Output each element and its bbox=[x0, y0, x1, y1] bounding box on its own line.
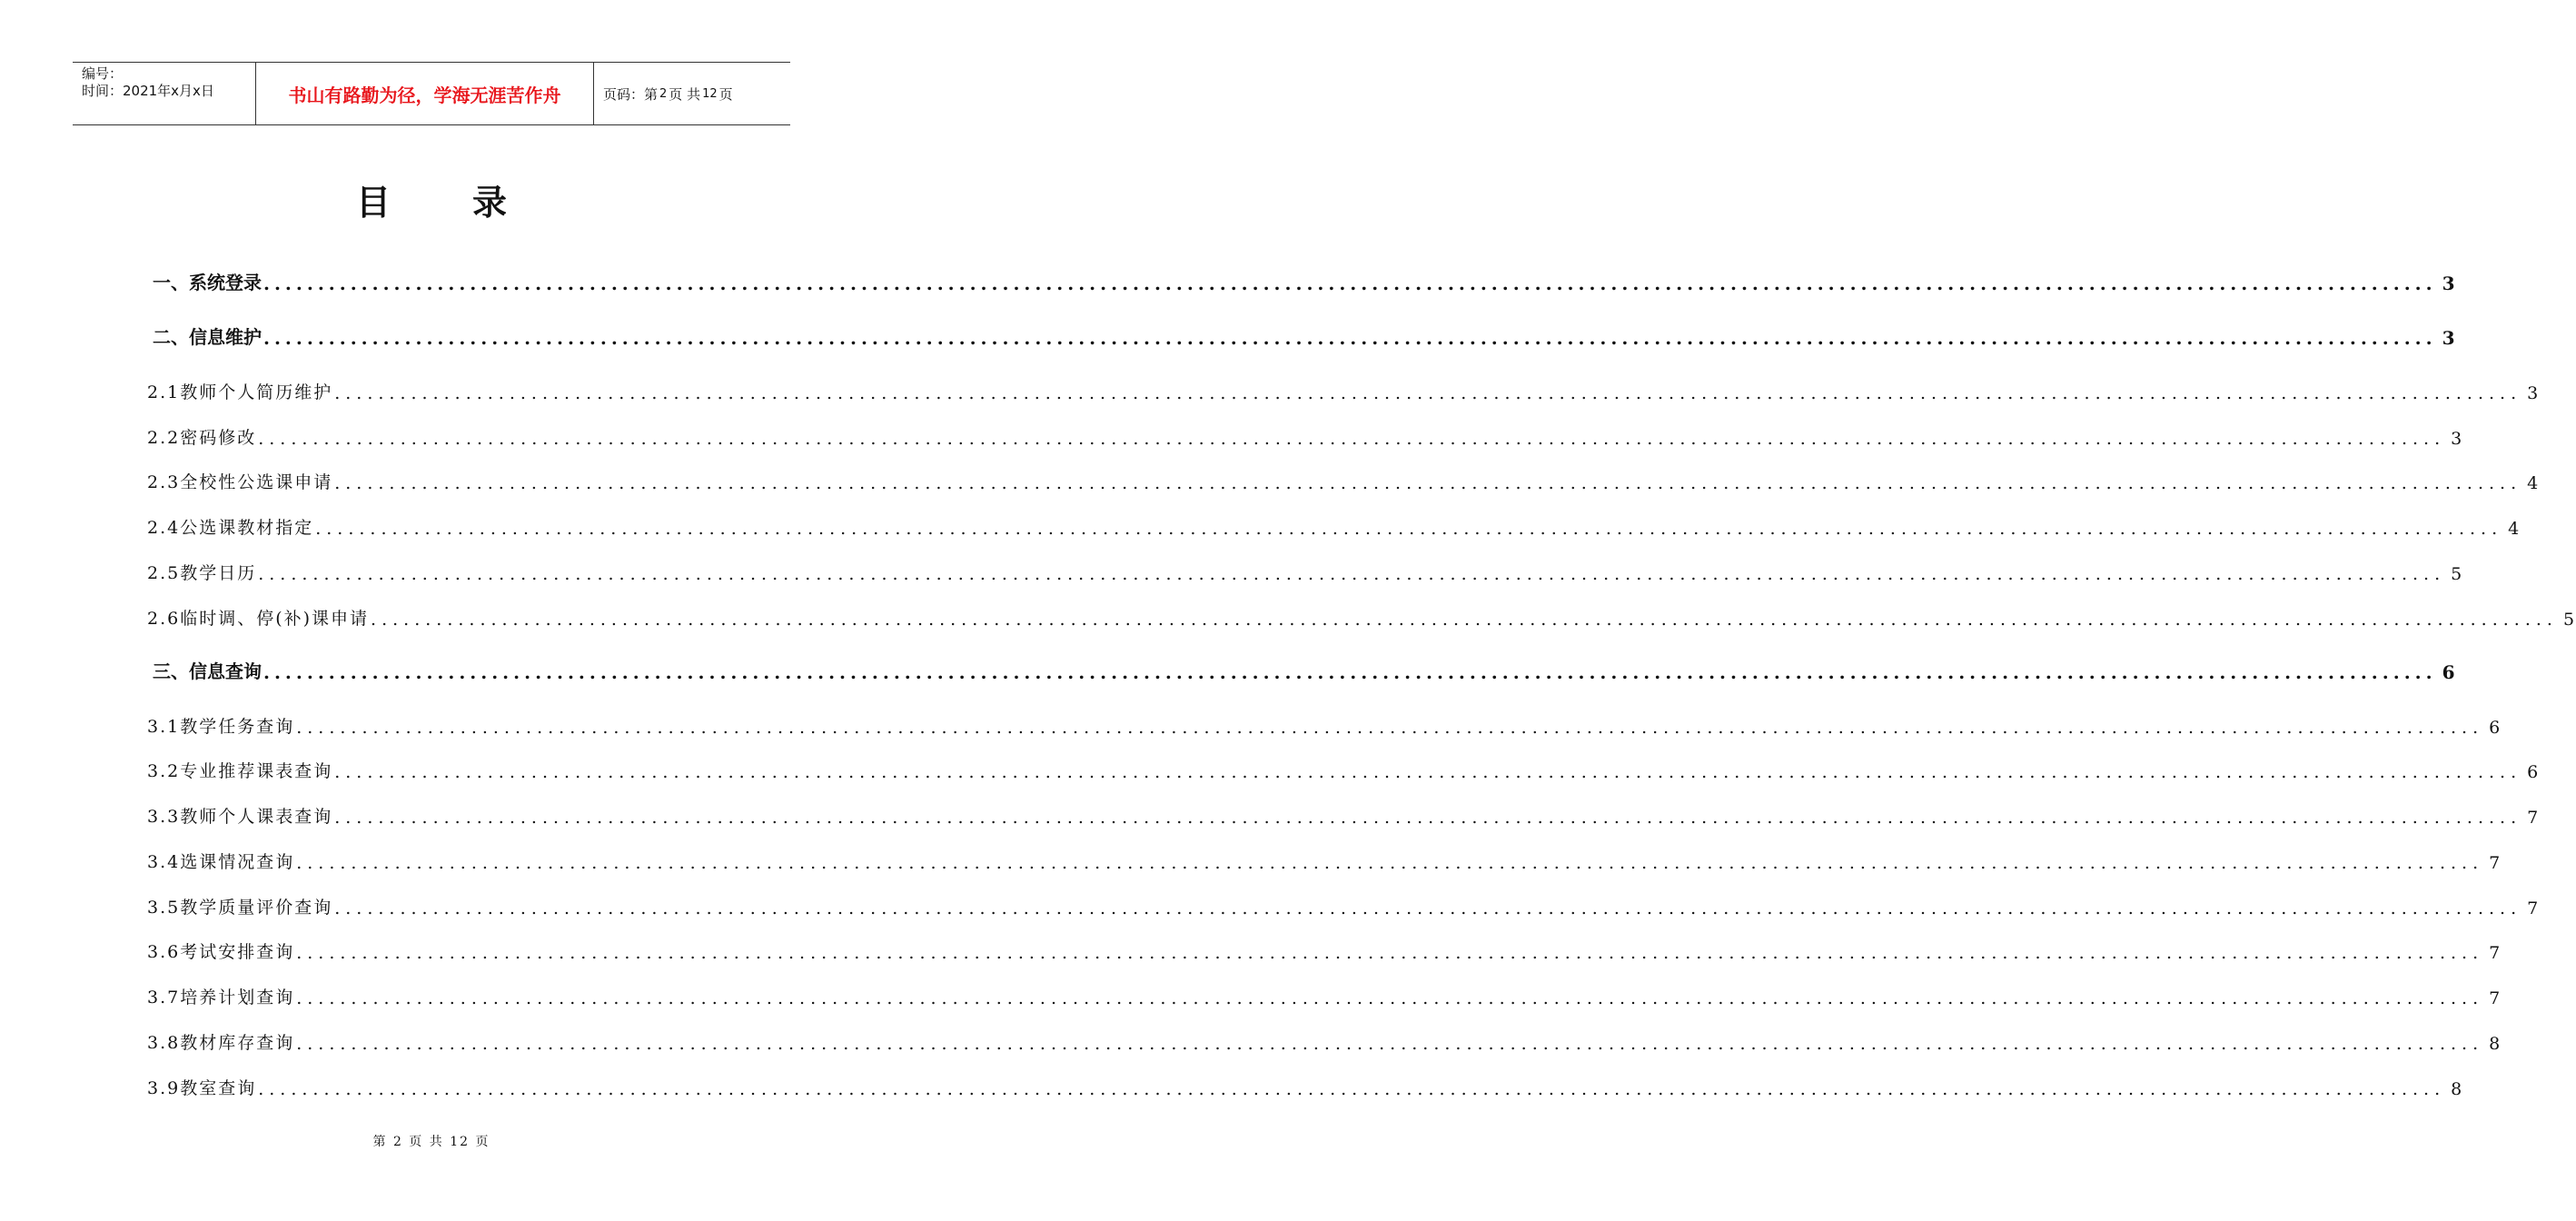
toc-item[interactable] bbox=[147, 510, 2522, 539]
toc-item-page: 6 bbox=[2527, 762, 2541, 782]
toc-item[interactable] bbox=[147, 464, 2541, 493]
toc-item-page: 7 bbox=[2527, 898, 2541, 918]
toc-item-page: 3 bbox=[2442, 273, 2455, 294]
toc-item[interactable] bbox=[147, 555, 2464, 584]
toc-leader-dots: ........................................................................................................................................................................................................ bbox=[334, 898, 2522, 918]
toc-item-page: 8 bbox=[2489, 1034, 2502, 1054]
toc-leader-dots: ........................................................................................................................................................................................................ bbox=[296, 718, 2484, 738]
header-page-info bbox=[594, 63, 790, 124]
toc-item[interactable] bbox=[147, 374, 2541, 403]
toc-leader-dots: ........................................................................................................................................................................................................ bbox=[334, 808, 2522, 828]
toc-leader-dots: ........................................................................................................................................................................................................ bbox=[334, 762, 2522, 782]
toc-item-label: 3.3教师个人课表查询 bbox=[147, 807, 333, 827]
toc-leader-dots: ........................................................................................................................................................................................................ bbox=[315, 519, 2503, 539]
toc-item[interactable] bbox=[147, 420, 2464, 449]
header-meta bbox=[73, 63, 256, 124]
toc-item-label: 3.9教室查询 bbox=[147, 1078, 257, 1098]
toc-item[interactable] bbox=[147, 753, 2541, 782]
toc-item-label: 3.7培养计划查询 bbox=[147, 988, 295, 1008]
toc-item[interactable] bbox=[147, 979, 2502, 1008]
toc-item-label: 2.5教学日历 bbox=[147, 563, 257, 583]
toc-item-page: 8 bbox=[2451, 1079, 2464, 1099]
header-page-current: 2 bbox=[659, 86, 668, 101]
toc-item[interactable] bbox=[147, 320, 2455, 349]
toc-leader-dots: ........................................................................................................................................................................................................ bbox=[296, 943, 2484, 963]
toc-leader-dots: ........................................................................................................................................................................................................ bbox=[296, 853, 2484, 873]
toc-item-label: 2.3全校性公选课申请 bbox=[147, 472, 333, 492]
toc-item-page: 7 bbox=[2489, 853, 2502, 873]
toc-item-label: 二、信息维护 bbox=[153, 326, 262, 348]
toc-leader-dots: ........................................................................................................................................................................................................ bbox=[296, 988, 2484, 1008]
toc-leader-dots: ........................................................................................................................................................................................................ bbox=[258, 564, 2446, 584]
header-motto: 书山有路勤为径，学海无涯苦作舟 bbox=[256, 63, 594, 124]
toc-item-page: 5 bbox=[2562, 610, 2576, 630]
toc-item-label: 2.6临时调、停(补)课申请 bbox=[147, 609, 370, 629]
toc-leader-dots: ........................................................................................................................................................................................................ bbox=[334, 383, 2522, 403]
header-page-total: 12 bbox=[702, 86, 718, 101]
toc-item-page: 3 bbox=[2527, 383, 2541, 403]
toc-item-label: 2.1教师个人简历维护 bbox=[147, 382, 333, 402]
header-time: 时间：2021年x月x日 bbox=[82, 83, 214, 99]
toc-leader-dots: ........................................................................................................................................................................................................ bbox=[296, 1034, 2484, 1054]
toc-item[interactable] bbox=[147, 844, 2502, 873]
toc-item[interactable] bbox=[147, 889, 2541, 918]
toc-item-label: 3.4选课情况查询 bbox=[147, 852, 295, 872]
toc-item-label: 3.6考试安排查询 bbox=[147, 942, 295, 962]
header-page-suffix: 页 bbox=[718, 85, 733, 103]
toc-item-label: 三、信息查询 bbox=[153, 660, 262, 682]
toc-leader-dots: ........................................................................................................................................................................................................ bbox=[258, 429, 2446, 449]
header-number: 编号： bbox=[82, 65, 124, 82]
toc-leader-dots: ........................................................................................................................................................................................................ bbox=[371, 610, 2558, 630]
toc-item-page: 5 bbox=[2451, 564, 2464, 584]
toc-leader-dots: ........................................................................................................................................................................................................ bbox=[334, 473, 2522, 493]
toc-item-page: 7 bbox=[2489, 943, 2502, 963]
toc-item[interactable] bbox=[147, 654, 2455, 683]
toc-leader-dots: ........................................................................................................................................................................................................ bbox=[263, 273, 2437, 294]
toc-item-label: 3.1教学任务查询 bbox=[147, 717, 295, 737]
toc-item-page: 4 bbox=[2527, 473, 2541, 493]
toc-item-page: 6 bbox=[2489, 718, 2502, 738]
page-header bbox=[73, 62, 790, 125]
page-footer: 第 2 页 共 12 页 bbox=[372, 1135, 490, 1149]
toc-item[interactable] bbox=[147, 799, 2541, 828]
toc-leader-dots: ........................................................................................................................................................................................................ bbox=[263, 327, 2437, 349]
toc-item-label: 2.2密码修改 bbox=[147, 428, 257, 448]
toc-item[interactable] bbox=[147, 1025, 2502, 1054]
toc-item-page: 3 bbox=[2451, 429, 2464, 449]
toc-item-page: 4 bbox=[2508, 519, 2522, 539]
toc-item[interactable] bbox=[147, 601, 2576, 630]
header-page-prefix: 页码：第 bbox=[603, 85, 659, 103]
toc-leader-dots: ........................................................................................................................................................................................................ bbox=[258, 1079, 2446, 1099]
toc-item-page: 7 bbox=[2489, 988, 2502, 1008]
toc-item-page: 3 bbox=[2442, 327, 2455, 349]
page-title: 目录 bbox=[355, 183, 589, 223]
toc-item-label: 一、系统登录 bbox=[153, 272, 262, 293]
toc-item-label: 2.4公选课教材指定 bbox=[147, 518, 314, 538]
toc-item-label: 3.2专业推荐课表查询 bbox=[147, 761, 333, 781]
toc-item[interactable] bbox=[147, 1070, 2464, 1099]
toc-item-label: 3.5教学质量评价查询 bbox=[147, 898, 333, 918]
toc-item-page: 7 bbox=[2527, 808, 2541, 828]
toc-leader-dots: ........................................................................................................................................................................................................ bbox=[263, 661, 2437, 683]
toc-item[interactable] bbox=[147, 934, 2502, 963]
header-page-middle: 页 共 bbox=[669, 85, 701, 103]
toc-item-page: 6 bbox=[2442, 661, 2455, 683]
toc-item[interactable] bbox=[147, 709, 2502, 738]
toc-item[interactable] bbox=[147, 265, 2455, 294]
toc-item-label: 3.8教材库存查询 bbox=[147, 1033, 295, 1053]
